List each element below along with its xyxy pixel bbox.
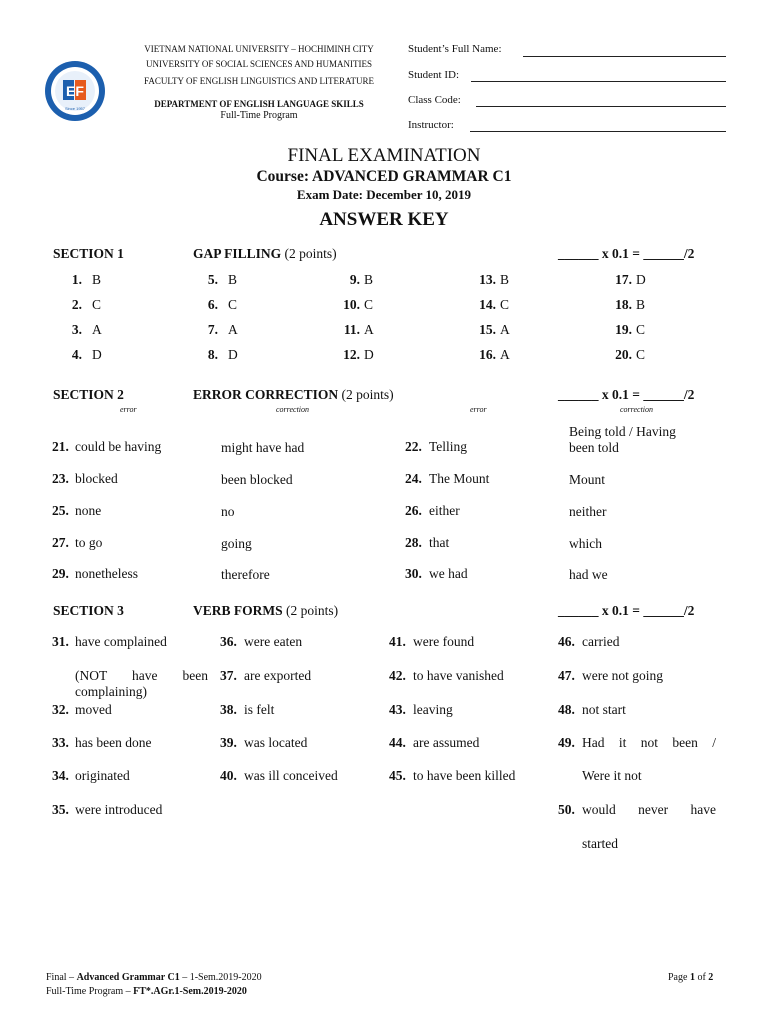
error-text: either: [429, 503, 460, 518]
error-number: 27.: [52, 535, 69, 550]
answer-value: A: [92, 322, 102, 337]
answer-value: B: [500, 272, 510, 287]
correction-text: been blocked: [221, 472, 293, 487]
verb-answer: complaining): [75, 684, 147, 699]
answer-value: B: [636, 297, 646, 312]
answer-number: 6.: [207, 297, 218, 312]
correction-text: therefore: [221, 567, 270, 582]
section3-heading: VERB FORMS (2 points): [193, 603, 339, 618]
exam-title: FINAL EXAMINATION: [287, 145, 481, 166]
verb-number: 48.: [558, 702, 575, 717]
error-number: 25.: [52, 503, 69, 518]
answer-number: 14.: [479, 297, 496, 312]
error-number: 22.: [405, 439, 422, 454]
verb-answer: have complained: [75, 634, 167, 649]
section2-col-correction-1: correction: [276, 405, 310, 414]
answer-value: C: [636, 347, 646, 362]
correction-text: going: [221, 536, 252, 551]
logo-since: Since 1957: [64, 106, 86, 111]
error-number: 26.: [405, 503, 422, 518]
error-text: nonetheless: [75, 566, 138, 581]
answer-number: 8.: [207, 347, 218, 362]
correction-text: Mount: [569, 472, 606, 487]
answer-value: D: [364, 347, 374, 362]
answer-number: 4.: [71, 347, 82, 362]
answer-value: B: [228, 272, 238, 287]
section3-label: SECTION 3: [53, 603, 124, 618]
verb-number: 50.: [558, 802, 575, 817]
answer-value: C: [228, 297, 238, 312]
answer-value: C: [92, 297, 102, 312]
verb-number: 41.: [389, 634, 406, 649]
verb-number: 34.: [52, 768, 69, 783]
section2-score: ______ x 0.1 = ______/2: [558, 387, 695, 402]
footer-line-2: Full-Time Program – FT*.AGr.1-Sem.2019-2020: [46, 986, 247, 997]
verb-number: 37.: [220, 668, 237, 683]
verb-answer: were found: [413, 634, 475, 649]
answer-value: C: [500, 297, 510, 312]
correction-text: which: [569, 536, 602, 551]
verb-answer: are exported: [244, 668, 312, 683]
verb-answer: carried: [582, 634, 620, 649]
verb-number: 46.: [558, 634, 575, 649]
answer-value: B: [92, 272, 102, 287]
department-name: DEPARTMENT OF ENGLISH LANGUAGE SKILLS: [154, 99, 364, 109]
answer-value: D: [92, 347, 102, 362]
correction-text: been told: [569, 440, 619, 455]
verb-number: 39.: [220, 735, 237, 750]
error-text: we had: [429, 566, 468, 581]
error-number: 29.: [52, 566, 69, 581]
verb-number: 33.: [52, 735, 69, 750]
error-text: could be having: [75, 439, 162, 454]
faculty-logo: [44, 60, 106, 122]
program-name: Full-Time Program: [220, 110, 298, 121]
answer-value: A: [500, 322, 510, 337]
correction-text: no: [221, 504, 235, 519]
answer-number: 2.: [71, 297, 82, 312]
answer-number: 5.: [207, 272, 218, 287]
verb-answer: originated: [75, 768, 130, 783]
verb-answer: has been done: [75, 735, 152, 750]
verb-number: 47.: [558, 668, 575, 683]
field-student-id-label: Student ID:: [408, 69, 460, 81]
verb-answer: are assumed: [413, 735, 480, 750]
verb-number: 32.: [52, 702, 69, 717]
footer-line-1: Final – Advanced Grammar C1 – 1-Sem.2019-2020: [46, 972, 262, 983]
error-number: 24.: [405, 471, 422, 486]
verb-answer: started: [582, 836, 618, 851]
field-class-code-label: Class Code:: [408, 94, 461, 106]
verb-number: 43.: [389, 702, 406, 717]
verb-number: 36.: [220, 634, 237, 649]
error-text: blocked: [75, 471, 118, 486]
error-number: 21.: [52, 439, 69, 454]
page-number: Page 1 of 2: [668, 972, 714, 983]
error-number: 30.: [405, 566, 422, 581]
verb-answer: is felt: [244, 702, 275, 717]
correction-text: had we: [569, 567, 608, 582]
verb-answer: not start: [582, 702, 626, 717]
answer-number: 18.: [615, 297, 632, 312]
answer-value: B: [364, 272, 374, 287]
answer-number: 19.: [615, 322, 632, 337]
answer-value: A: [364, 322, 374, 337]
section3-score: ______ x 0.1 = ______/2: [558, 603, 695, 618]
error-text: none: [75, 503, 102, 518]
answer-number: 11.: [343, 322, 360, 337]
section1-score: ______ x 0.1 = ______/2: [558, 246, 695, 261]
answer-number: 17.: [615, 272, 632, 287]
verb-number: 35.: [52, 802, 69, 817]
verb-answer: were introduced: [75, 802, 163, 817]
verb-answer: to have been killed: [413, 768, 516, 783]
correction-text: neither: [569, 504, 607, 519]
section2-label: SECTION 2: [53, 387, 124, 402]
answer-number: 20.: [615, 347, 632, 362]
verb-answer: were eaten: [244, 634, 303, 649]
answer-number: 1.: [71, 272, 82, 287]
section2-col-error-2: error: [470, 405, 487, 414]
section2-col-correction-2: correction: [620, 405, 654, 414]
answer-number: 9.: [349, 272, 360, 287]
verb-answer: were not going: [582, 668, 663, 683]
answer-value: A: [228, 322, 238, 337]
error-text: to go: [75, 535, 103, 550]
answer-value: D: [228, 347, 238, 362]
answer-number: 15.: [479, 322, 496, 337]
field-class-code-line[interactable]: [476, 106, 726, 107]
verb-answer: leaving: [413, 702, 453, 717]
answer-number: 13.: [479, 272, 496, 287]
university-line-1: VIETNAM NATIONAL UNIVERSITY – HOCHIMINH CITY: [144, 44, 374, 54]
field-student-id-line[interactable]: [471, 81, 726, 82]
answer-number: 12.: [343, 347, 360, 362]
error-number: 23.: [52, 471, 69, 486]
field-instructor-label: Instructor:: [408, 119, 454, 131]
answer-key-title: ANSWER KEY: [319, 209, 449, 230]
verb-answer: (NOT have been: [75, 668, 208, 683]
field-full-name-label: Student’s Full Name:: [408, 43, 502, 55]
verb-number: 31.: [52, 634, 69, 649]
verb-answer: Had it not been /: [582, 735, 716, 750]
verb-answer: Were it not: [582, 768, 642, 783]
verb-number: 45.: [389, 768, 406, 783]
verb-answer: was ill conceived: [244, 768, 338, 783]
correction-text: might have had: [221, 440, 305, 455]
section2-col-error-1: error: [120, 405, 137, 414]
answer-number: 3.: [71, 322, 82, 337]
verb-number: 49.: [558, 735, 575, 750]
error-text: Telling: [429, 439, 468, 454]
university-line-2: UNIVERSITY OF SOCIAL SCIENCES AND HUMANITIES: [145, 59, 373, 69]
verb-answer: would never have: [582, 802, 716, 817]
answer-value: D: [636, 272, 646, 287]
verb-number: 40.: [220, 768, 237, 783]
verb-answer: to have vanished: [413, 668, 504, 683]
field-full-name-line[interactable]: [523, 56, 726, 57]
answer-value: A: [500, 347, 510, 362]
logo-letters: EF: [66, 83, 84, 99]
answer-number: 7.: [207, 322, 218, 337]
exam-date: Exam Date: December 10, 2019: [296, 187, 472, 202]
verb-answer: moved: [75, 702, 112, 717]
error-number: 28.: [405, 535, 422, 550]
verb-answer: was located: [244, 735, 308, 750]
verb-number: 38.: [220, 702, 237, 717]
error-text: The Mount: [429, 471, 490, 486]
section1-label: SECTION 1: [53, 246, 124, 261]
field-instructor-line[interactable]: [470, 131, 726, 132]
verb-number: 44.: [389, 735, 406, 750]
section2-heading: ERROR CORRECTION (2 points): [193, 387, 394, 402]
answer-number: 10.: [343, 297, 360, 312]
course-title: Course: ADVANCED GRAMMAR C1: [256, 168, 512, 185]
university-line-3: FACULTY OF ENGLISH LINGUISTICS AND LITERATURE: [144, 76, 374, 86]
answer-number: 16.: [479, 347, 496, 362]
correction-text: Being told / Having: [569, 424, 676, 439]
answer-value: C: [636, 322, 646, 337]
answer-value: C: [364, 297, 374, 312]
section1-heading: GAP FILLING (2 points): [193, 246, 337, 261]
error-text: that: [429, 535, 450, 550]
verb-number: 42.: [389, 668, 406, 683]
